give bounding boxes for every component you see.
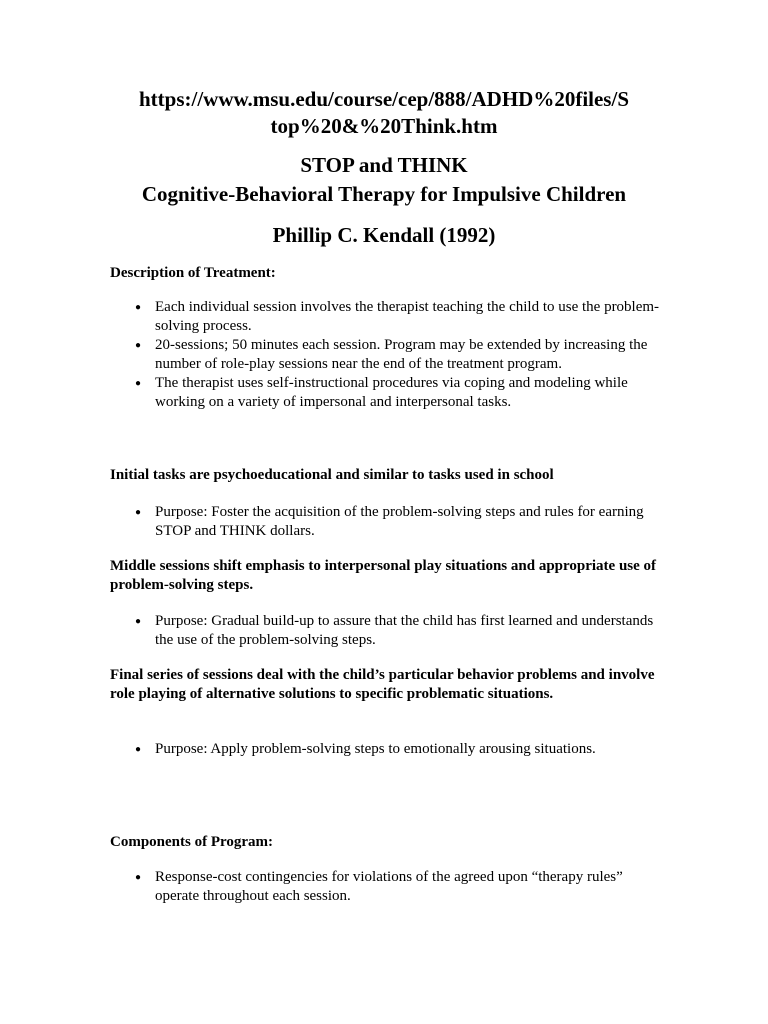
list-item-text: Purpose: Apply problem-solving steps to emotionally arousing situations.	[155, 741, 596, 757]
section-heading-initial-tasks: Initial tasks are psychoeducational and similar to tasks used in school	[110, 467, 554, 483]
list-item-text: 20-sessions; 50 minutes each session. Program may be extended by increasing the number of role-play sessions near the end of the treatment program.	[155, 337, 648, 372]
list-item	[110, 612, 670, 650]
section-heading-description: Description of Treatment:	[110, 265, 276, 281]
list-item-text: Purpose: Gradual build-up to assure that the child has first learned and understands the use of the problem-solving steps.	[155, 613, 654, 648]
bullet-icon: ●	[134, 302, 142, 313]
list-item	[110, 740, 670, 759]
document-title	[60, 151, 708, 209]
source-url-line-1: https://www.msu.edu/course/cep/888/ADHD%20files/S	[138, 87, 629, 111]
bullet-list-components	[110, 868, 670, 906]
list-item	[110, 374, 670, 412]
list-item	[110, 336, 670, 374]
bullet-icon: ●	[134, 616, 142, 627]
bullet-icon: ●	[134, 872, 142, 883]
section-heading-components: Components of Program:	[110, 834, 274, 850]
bullet-icon: ●	[134, 507, 142, 518]
list-item	[110, 868, 670, 906]
bullet-icon: ●	[134, 378, 142, 389]
section-heading-final-series: Final series of sessions deal with the child’s particular behavior problems and involve role playing of alternative solutions to specific problematic situations.	[110, 667, 655, 702]
list-item	[110, 298, 670, 336]
list-item	[110, 503, 670, 541]
author-line: Phillip C. Kendall (1992)	[272, 223, 496, 247]
bullet-icon: ●	[134, 340, 142, 351]
list-item-text: Response-cost contingencies for violations of the agreed upon “therapy rules” operate throughout each session.	[155, 869, 623, 904]
bullet-list-final-series	[110, 740, 670, 759]
bullet-list-initial-tasks	[110, 503, 670, 541]
section-heading-middle-sessions: Middle sessions shift emphasis to interpersonal play situations and appropriate use of problem-solving steps.	[110, 558, 657, 593]
list-item-text: Each individual session involves the therapist teaching the child to use the problem-solving process.	[155, 299, 660, 334]
list-item-text: Purpose: Foster the acquisition of the problem-solving steps and rules for earning STOP and THINK dollars.	[155, 504, 644, 539]
bullet-list-middle-sessions	[110, 612, 670, 650]
source-url	[60, 86, 708, 140]
title-line-1: STOP and THINK	[300, 153, 468, 177]
title-line-2: Cognitive-Behavioral Therapy for Impulsive Children	[141, 182, 627, 206]
bullet-list-description	[110, 298, 670, 412]
bullet-icon: ●	[134, 744, 142, 755]
source-url-line-2: top%20&%20Think.htm	[270, 114, 498, 138]
list-item-text: The therapist uses self-instructional procedures via coping and modeling while working on a variety of impersonal and interpersonal tasks.	[155, 375, 628, 410]
